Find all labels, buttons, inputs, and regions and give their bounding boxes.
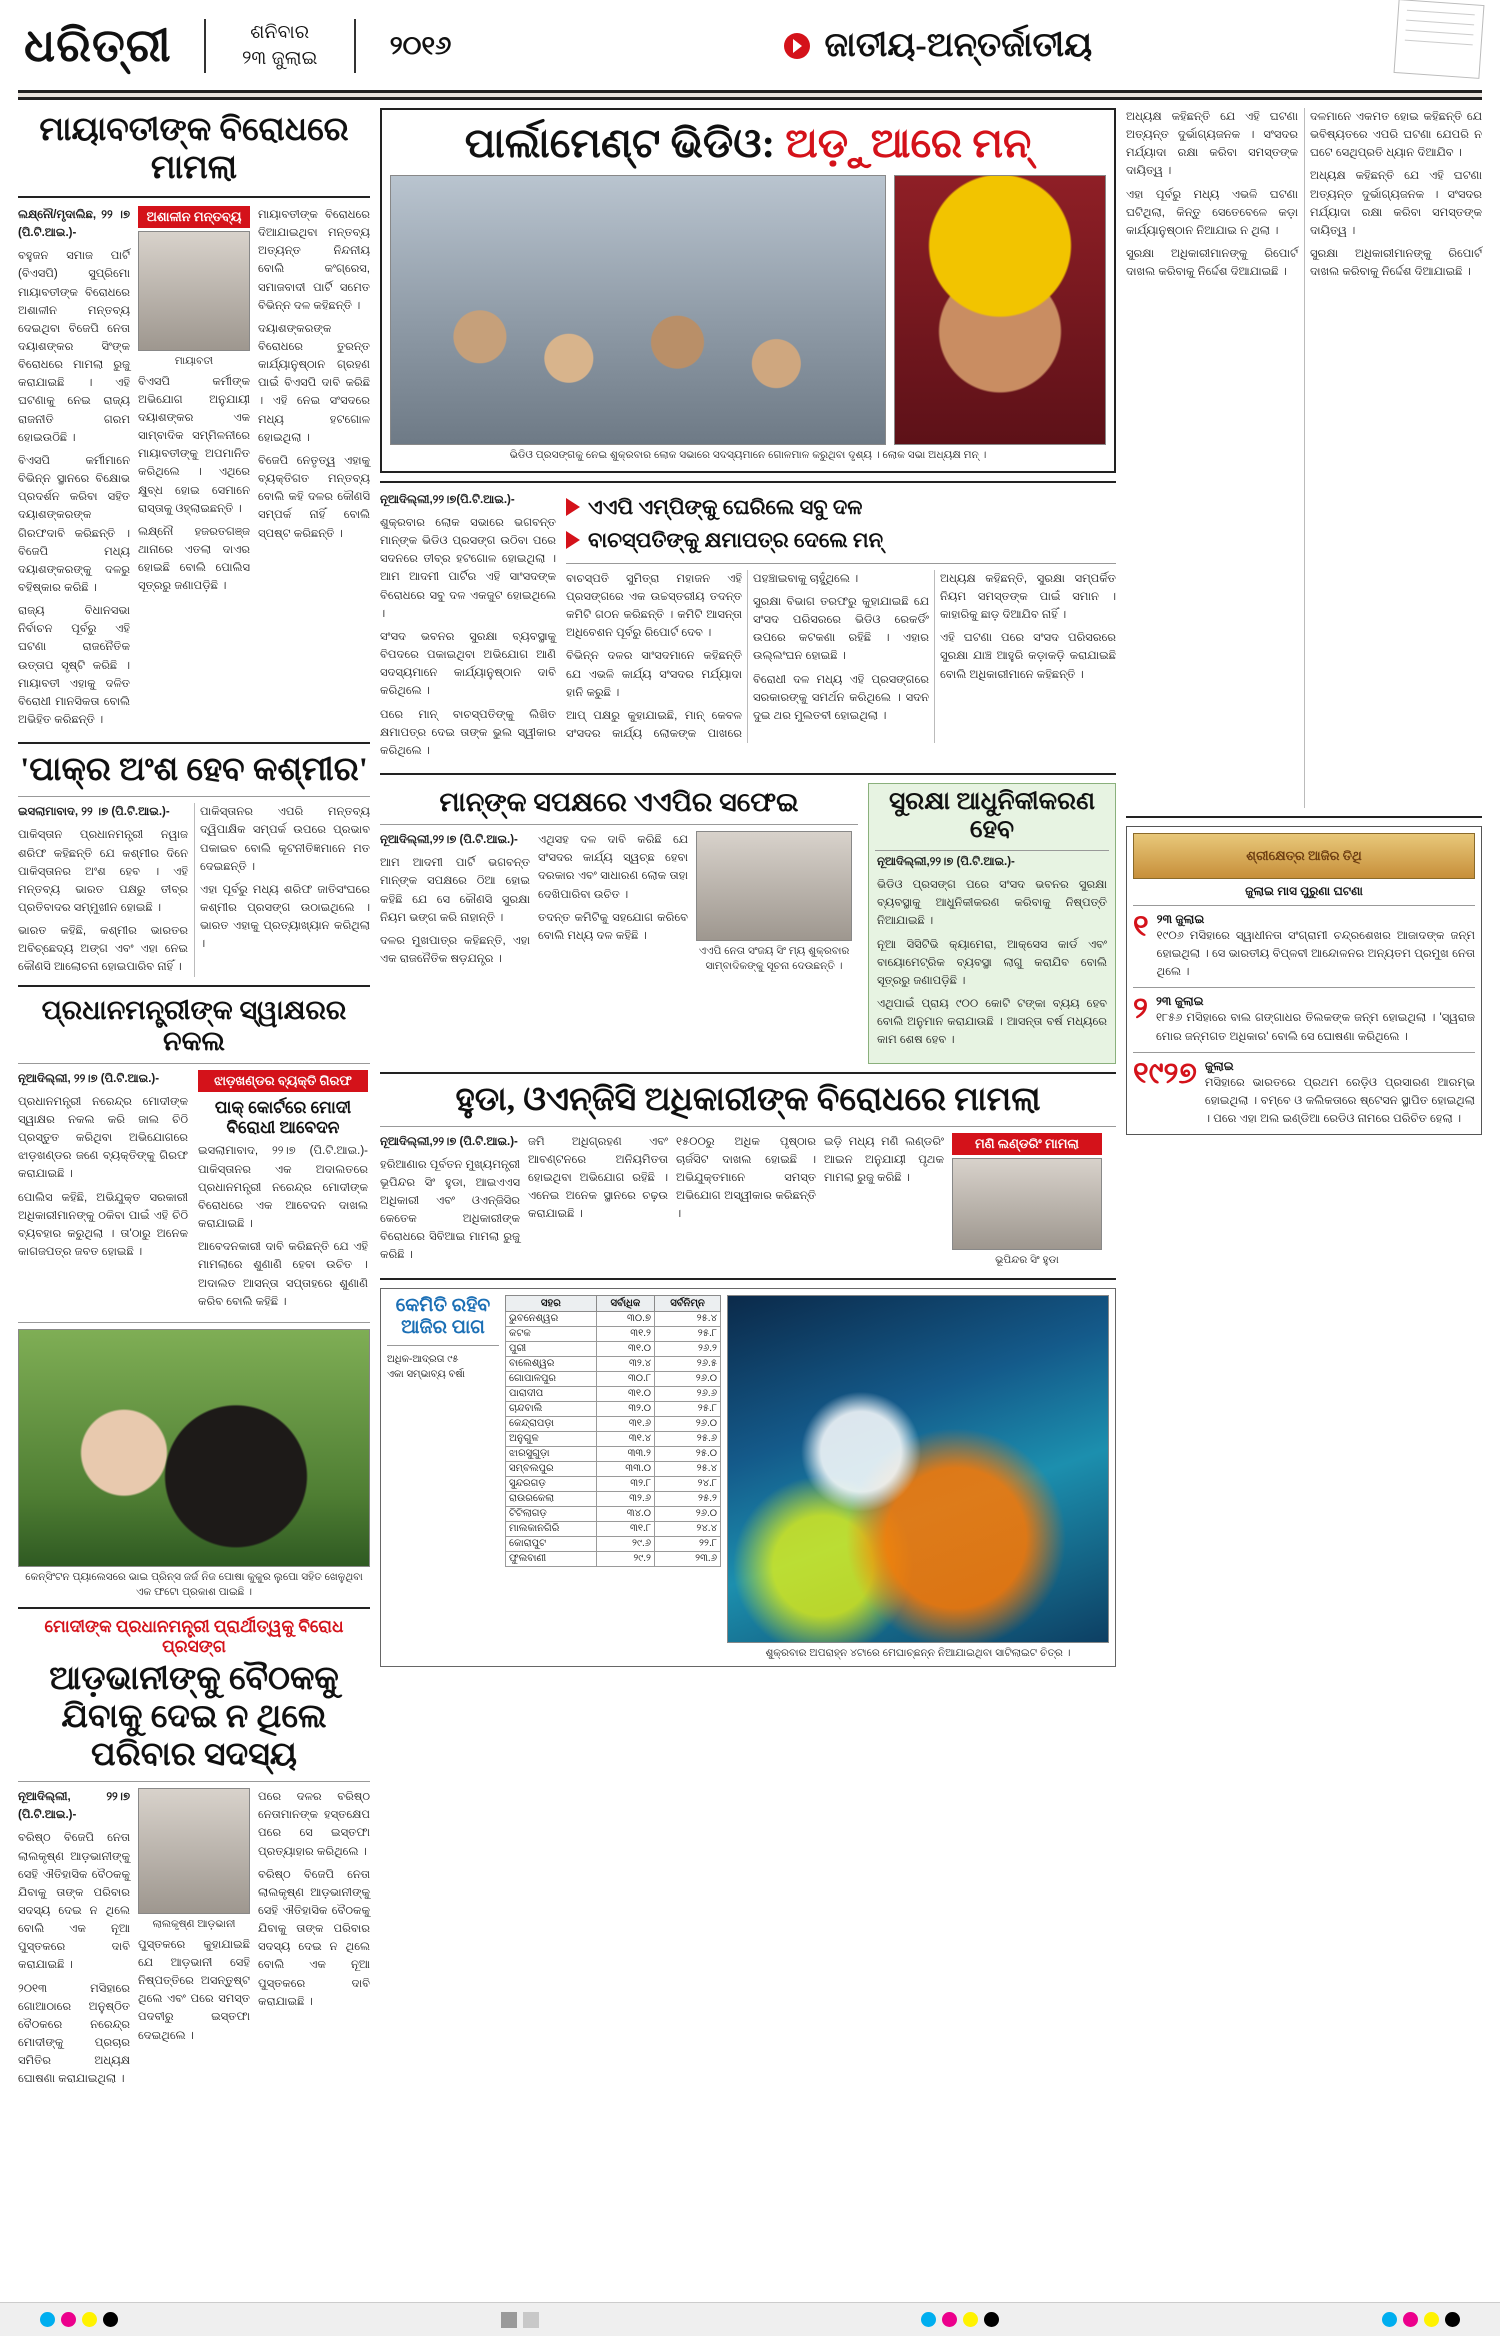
cell-max: ୩୨.୮ — [596, 1476, 654, 1491]
paragraph: ଅଧ୍ୟକ୍ଷ କହିଛନ୍ତି ଯେ ଏହି ଘଟଣା ଅତ୍ୟନ୍ତ ଦୁର୍ଭାଗ୍ୟଜନକ । ସଂସଦର ମର୍ଯ୍ୟାଦା ରକ୍ଷା କରିବା ସମସ୍ତଙ୍କ ଦାୟିତ୍ୱ । — [1310, 170, 1482, 237]
story-kashmir — [18, 803, 370, 976]
paragraph: ହରିଆଣାର ପୂର୍ବତନ ମୁଖ୍ୟମନ୍ତ୍ରୀ ଭୂପିନ୍ଦର ସିଂ ହୁଡା, ଆଇଏଏସ ଅଧିକାରୀ ଏବଂ ଓଏନ୍‌ଜିସିର କେତେକ ଅଧିକାରୀଙ୍କ ବିରୋଧରେ ସିବିଆଇ ମାମଲା ରୁଜୁ କରିଛି । — [380, 1158, 520, 1262]
paragraph: ରାଜ୍ୟ ବିଧାନସଭା ନିର୍ବାଚନ ପୂର୍ବରୁ ଏହି ଘଟଣା ରାଜନୈତିକ ଉତ୍ତାପ ସୃଷ୍ଟି କରିଛି । ମାୟାବତୀ ଏହାକୁ ଦଳିତ ବିରୋଧୀ ମାନସିକତା ବୋଲି ଅଭିହିତ କରିଛନ୍ତି । — [18, 605, 130, 727]
lead-col-rest — [566, 491, 1116, 765]
table-row — [506, 1551, 721, 1566]
paragraph: ଭିଡିଓ ପ୍ରସଙ୍ଗ ପରେ ସଂସଦ ଭବନର ସୁରକ୍ଷା ବ୍ୟବସ୍ଥାକୁ ଆଧୁନିକୀକରଣ କରିବାକୁ ନିଷ୍ପତ୍ତି ନିଆଯାଇଛି । — [877, 879, 1107, 928]
cell-city: ଟିଟିଲାଗଡ଼ — [506, 1506, 597, 1521]
weather-rain: ଏକା ସମ୍ଭାବ୍ୟ ବର୍ଷା — [387, 1368, 465, 1380]
paragraph: ଶୁକ୍ରବାର ଲୋକ ସଭାରେ ଭଗବନ୍ତ ମାନ୍‌ଙ୍କ ଭିଡିଓ ପ୍ରସଙ୍ଗ ଉଠିବା ପରେ ସଦନରେ ତୀବ୍ର ହଟଗୋଳ ହୋଇଥିଲା । ଆମ ଆଦମୀ ପାର୍ଟିର ଏହି ସାଂସଦଙ୍କ ବିରୋଧରେ ସବୁ ଦଳ ଏକଜୁଟ ହୋଇଥିଲେ । — [380, 516, 556, 620]
story-col-1 — [380, 1133, 520, 1270]
dateline: ନୂଆଦିଲ୍ଲୀ,୨୨।୭ (ପି.ଟି.ଆଇ.)- — [380, 834, 518, 847]
headline-advani: ଆଡ଼ଭାନୀଙ୍କୁ ବୈଠକକୁ ଯିବାକୁ ଦେଇ ନ ଥିଲେ ପରିବାର ସଦସ୍ୟ — [49, 1661, 339, 1774]
cell-city: ଗୋପାଳପୁର — [506, 1371, 597, 1386]
story-col-1 — [18, 206, 130, 734]
table-row — [506, 1356, 721, 1371]
color-dot-yellow — [82, 2312, 97, 2327]
story-col-3 — [258, 206, 370, 734]
cell-max: ୩୩.୨ — [596, 1446, 654, 1461]
story-col-1 — [18, 1788, 130, 2094]
rule — [18, 1063, 370, 1064]
cell-max: ୩୦.୮ — [596, 1371, 654, 1386]
paragraph: ଅଧ୍ୟକ୍ଷ କହିଛନ୍ତି ଯେ ଏହି ଘଟଣା ଅତ୍ୟନ୍ତ ଦୁର୍ଭାଗ୍ୟଜନକ । ସଂସଦର ମର୍ଯ୍ୟାଦା ରକ୍ଷା କରିବା ସମସ୍ତଙ୍କ ଦାୟିତ୍ୱ । — [1126, 111, 1298, 178]
satellite-image — [727, 1295, 1109, 1643]
cell-min: ୨୩.୬ — [655, 1551, 721, 1566]
sidebar-note: ଜୁଲାଇ ମାସ ପୁରୁଣା ଘଟଣା — [1245, 884, 1363, 898]
dateline: ନୂଆଦିଲ୍ଲୀ,୨୨।୭(ପି.ଟି.ଆଇ.)- — [380, 493, 515, 506]
photo-sanjay-singh — [696, 831, 852, 941]
lead-col-1 — [380, 491, 556, 765]
cell-city: ବାଲେଶ୍ୱର — [506, 1356, 597, 1371]
cell-min: ୨୬.୦ — [655, 1506, 721, 1521]
masthead — [18, 0, 1482, 86]
kicker-label: ଅଶାଳୀନ ମନ୍ତବ୍ୟ — [138, 206, 250, 228]
cell-max: ୩୨.୪ — [596, 1356, 654, 1371]
bullet-label: ଏଏପି ଏମ୍‌ପିଙ୍କୁ ଘେରିଲେ ସବୁ ଦଳ — [588, 494, 863, 519]
cell-min: ୨୬.୫ — [655, 1356, 721, 1371]
rule — [380, 481, 1116, 483]
story-col-3 — [676, 1133, 816, 1270]
right-continuation — [1126, 108, 1482, 808]
table-row — [506, 1311, 721, 1326]
section-name: ଜାତୀୟ-ଅନ୍ତର୍ଜାତୀୟ — [824, 27, 1093, 64]
color-dot-black-3 — [1445, 2312, 1460, 2327]
paragraph: ୧୫୦୦ରୁ ଅଧିକ ପୃଷ୍ଠାର ଚାର୍ଜସିଟ ଦାଖଲ ହୋଇଛି । ଅଭିଯୁକ୍ତମାନେ ସମସ୍ତ ଅଭିଯୋଗ ଅସ୍ୱୀକାର କରିଛନ୍ତି । — [676, 1135, 816, 1221]
history-item-1 — [1133, 912, 1475, 981]
story-col-2 — [528, 1133, 668, 1270]
paragraph: ପାକିସ୍ତାନର ଏପରି ମନ୍ତବ୍ୟ ଦ୍ୱିପାକ୍ଷିକ ସମ୍ପର୍କ ଉପରେ ପ୍ରଭାବ ପକାଇବ ବୋଲି କୂଟନୀତିଜ୍ଞମାନେ ମତ ଦେଇଛନ୍ତି । — [200, 806, 370, 873]
paragraph: ଏହି ଘଟଣା ପରେ ସଂସଦ ପରିସରରେ ସୁରକ୍ଷା ଯାଞ୍ଚ ଆହୁରି କଡ଼ାକଡ଼ି କରାଯାଇଛି ବୋଲି ଅଧିକାରୀମାନେ କହିଛନ୍ତି । — [940, 632, 1116, 681]
lead-photo-caption: ଭିଡିଓ ପ୍ରସଙ୍ଗକୁ ନେଇ ଶୁକ୍ରବାର ଲୋକ ସଭାରେ ସଦସ୍ୟମାନେ ଗୋଳମାଳ କରୁଥିବା ଦୃଶ୍ୟ । ଲୋକ ସଭା ଅଧ୍ୟକ୍ଷ ମନ୍ । — [509, 449, 987, 462]
headline-security: ସୁରକ୍ଷା ଆଧୁନିକୀକରଣ ହେବ — [888, 788, 1095, 844]
cell-max: ୩୧.୬ — [596, 1416, 654, 1431]
table-row — [506, 1386, 721, 1401]
paragraph: ଏଥିପାଇଁ ପ୍ରାୟ ୯୦୦ କୋଟି ଟଙ୍କା ବ୍ୟୟ ହେବ ବୋଲି ଅନୁମାନ କରାଯାଉଛି । ଆସନ୍ତା ବର୍ଷ ମଧ୍ୟରେ କାମ ଶେଷ ହେବ । — [877, 998, 1107, 1047]
divider — [204, 19, 206, 73]
rule — [18, 196, 370, 198]
cell-city: ପାରାଦୀପ — [506, 1386, 597, 1401]
cell-max: ୩୧.୪ — [596, 1431, 654, 1446]
satellite-caption: ଶୁକ୍ରବାର ଅପରାହ୍ନ ୪ଟାରେ ମେଘାଚ୍ଛନ୍ନ ନିଆଯାଇଥିବା ସାଟିଲାଇଟ ଚିତ୍ର । — [765, 1646, 1071, 1659]
triangle-icon — [566, 531, 580, 549]
story-col-2 — [138, 206, 250, 734]
paragraph: ତଦନ୍ତ କମିଟିକୁ ସହଯୋଗ କରିବେ ବୋଲି ମଧ୍ୟ ଦଳ କହିଛି । — [538, 911, 688, 942]
cell-min: ୨୬.୬ — [655, 1386, 721, 1401]
cell-min: ୨୫.୬ — [655, 1431, 721, 1446]
color-dot-cyan-3 — [1382, 2312, 1397, 2327]
play-icon — [784, 33, 810, 59]
paragraph: ପରେ ଦଳର ବରିଷ୍ଠ ନେତାମାନଙ୍କ ହସ୍ତକ୍ଷେପ ପରେ ସେ ଇସ୍ତଫା ପ୍ରତ୍ୟାହାର କରିଥିଲେ । — [258, 1791, 370, 1858]
paragraph: ଏହା ପୂର୍ବରୁ ମଧ୍ୟ ଏଭଳି ଘଟଣା ଘଟିଥିଲା, କିନ୍ତୁ ସେତେବେଳେ କଡ଼ା କାର୍ଯ୍ୟାନୁଷ୍ଠାନ ନିଆଯାଇ ନ ଥିଲା । — [1126, 188, 1298, 237]
date-label: ୨୩ ଜୁଲାଇ — [241, 48, 318, 69]
rule — [387, 1345, 499, 1346]
table-row — [506, 1341, 721, 1356]
paragraph: ବିଏସପି କର୍ମୀଙ୍କ ଅଭିଯୋଗ ଅନୁଯାୟୀ ଦୟାଶଙ୍କର ଏକ ସାମ୍ବାଦିକ ସମ୍ମିଳନୀରେ ମାୟାବତୀଙ୍କୁ ଅପମାନିତ କରିଥିଲେ । ଏଥିରେ କ୍ଷୁବ୍ଧ ହୋଇ ସେମାନେ ରାସ୍ତାକୁ ଓହ୍ଲାଇଛନ୍ତି । — [138, 375, 250, 515]
history-text: ୧୯୦୬ ମସିହାରେ ସ୍ୱାଧୀନତା ସଂଗ୍ରାମୀ ଚନ୍ଦ୍ରଶେଖର ଆଜାଦଙ୍କ ଜନ୍ମ ହୋଇଥିଲା । ସେ ଭାରତୀୟ ବିପ୍ଳବୀ ଆନ୍ଦୋଳନର ଅନ୍ୟତମ ପ୍ରମୁଖ ନେତା ଥିଲେ । — [1156, 930, 1475, 979]
masthead-rule — [18, 90, 1482, 100]
table-row — [506, 1491, 721, 1506]
lead-photos — [390, 175, 1106, 445]
story-col-3 — [696, 831, 852, 973]
paragraph: ବହୁଜନ ସମାଜ ପାର୍ଟି (ବିଏସପି) ସୁପ୍ରିମୋ ମାୟାବତୀଙ୍କ ବିରୋଧରେ ଅଶାଳୀନ ମନ୍ତବ୍ୟ ଦେଇଥିବା ବିଜେପି ନେତା ଦୟାଶଙ୍କର ସିଂଙ୍କ ବିରୋଧରେ ମାମଲା ରୁଜୁ କରାଯାଇଛି । ଏହି ଘଟଣାକୁ ନେଇ ରାଜ୍ୟ ରାଜନୀତି ଗରମ ହୋଇଉଠିଛି । — [18, 250, 130, 444]
paragraph: ପୁସ୍ତକରେ କୁହାଯାଇଛି ଯେ ଆଡ଼ଭାନୀ ସେହି ନିଷ୍ପତ୍ତିରେ ଅସନ୍ତୁଷ୍ଟ ଥିଲେ ଏବଂ ପରେ ସମସ୍ତ ପଦବୀରୁ ଇସ୍ତଫା ଦେଇଥିଲେ । — [138, 1938, 250, 2042]
photo-caption: ଏଏପି ନେତା ସଂଜୟ ସିଂ ମ୍ୟ ଶୁକ୍ରବାର ସାମ୍ବାଦିକଙ୍କୁ ସୂଚନା ଦେଉଛନ୍ତି । — [698, 945, 850, 972]
gray-bar-2 — [523, 2312, 539, 2328]
table-row — [506, 1461, 721, 1476]
photo-bhagwant-mann — [894, 175, 1106, 445]
paragraph: ମାୟାବତୀଙ୍କ ବିରୋଧରେ ଦିଆଯାଇଥିବା ମନ୍ତବ୍ୟ ଅତ୍ୟନ୍ତ ନିନ୍ଦନୀୟ ବୋଲି କଂଗ୍ରେସ, ସମାଜବାଦୀ ପାର୍ଟି ସମେତ ବିଭିନ୍ନ ଦଳ କହିଛନ୍ତି । — [258, 208, 370, 312]
cell-min: ୨୪.୪ — [655, 1521, 721, 1536]
paragraph: ବରିଷ୍ଠ ବିଜେପି ନେତା ଲାଲକୃଷ୍ଣ ଆଡ଼ଭାନୀଙ୍କୁ ସେହି ଐତିହାସିକ ବୈଠକକୁ ଯିବାକୁ ତାଙ୍କ ପରିବାର ସଦସ୍ୟ ଦେଇ ନ ଥିଲେ ବୋଲି ଏକ ନୂଆ ପୁସ୍ତକରେ ଦାବି କରାଯାଇଛି । — [18, 1832, 130, 1972]
photo-prince-george — [18, 1329, 370, 1567]
rule — [380, 773, 1116, 775]
paragraph: ନୂଆ ସିସିଟିଭି କ୍ୟାମେରା, ଆକ୍ସେସ କାର୍ଡ ଏବଂ ବାୟୋମେଟ୍ରିକ ବ୍ୟବସ୍ଥା ଲାଗୁ କରାଯିବ ବୋଲି ସୂତ୍ରରୁ ଜଣାପଡ଼ିଛି । — [877, 938, 1107, 987]
dateline: ଇସଲାମାବାଦ, ୨୨ ।୭ (ପି.ଟି.ଆଇ.)- — [18, 806, 170, 819]
color-dot-yellow-2 — [963, 2312, 978, 2327]
cell-max: ୨୯.୨ — [596, 1551, 654, 1566]
table-row — [506, 1371, 721, 1386]
cell-city: ଫୁଲବାଣୀ — [506, 1551, 597, 1566]
paragraph: ବିଏସପି କର୍ମୀମାନେ ବିଭିନ୍ନ ସ୍ଥାନରେ ବିକ୍ଷୋଭ ପ୍ରଦର୍ଶନ କରିବା ସହିତ ଦୟାଶଙ୍କରଙ୍କ ଗିରଫଦାବି କରିଛନ୍ତି । ବିଜେପି ମଧ୍ୟ ଦୟାଶଙ୍କରଙ୍କୁ ଦଳରୁ ବହିଷ୍କାର କରିଛି । — [18, 454, 130, 594]
paragraph: ଦଳର ମୁଖପାତ୍ର କହିଛନ୍ତି, ଏହା ଏକ ରାଜନୈତିକ ଷଡ଼ଯନ୍ତ୍ର । — [380, 934, 530, 965]
cell-min: ୨୬.୦ — [655, 1371, 721, 1386]
paragraph: ଦୟାଶଙ୍କରଙ୍କ ବିରୋଧରେ ତୁରନ୍ତ କାର୍ଯ୍ୟାନୁଷ୍ଠାନ ଗ୍ରହଣ ପାଇଁ ବିଏସପି ଦାବି କରିଛି । ଏହି ନେଇ ସଂସଦରେ ମଧ୍ୟ ହଟଗୋଳ ହୋଇଥିଲା । — [258, 322, 370, 444]
column-left — [18, 108, 370, 2098]
history-number: ୧ — [1133, 910, 1149, 943]
weather-table-wrap — [505, 1295, 721, 1661]
triangle-icon — [566, 498, 580, 516]
cell-min: ୨୫.୨ — [655, 1491, 721, 1506]
history-item-2 — [1133, 994, 1475, 1045]
subheadline-pak-court: ପାକ୍‌ କୋର୍ଟରେ ମୋଦୀ ବିରୋଧୀ ଆବେଦନ — [214, 1097, 352, 1138]
cell-min: ୨୫.୪ — [655, 1311, 721, 1326]
divider — [354, 19, 356, 73]
cell-min: ୨୪.୮ — [655, 1476, 721, 1491]
paragraph: ସୁରକ୍ଷା ଅଧିକାରୀମାନଙ୍କୁ ରିପୋର୍ଟ ଦାଖଲ କରିବାକୁ ନିର୍ଦ୍ଦେଶ ଦିଆଯାଇଛି । — [1310, 248, 1482, 279]
cell-city: ସମ୍ବଲପୁର — [506, 1461, 597, 1476]
cell-max: ୩୧.୦ — [596, 1341, 654, 1356]
bullet-item-2 — [566, 524, 1116, 557]
cell-max: ୩୩.୦ — [596, 1461, 654, 1476]
publication-logo: ଧରିତ୍ରୀ — [24, 19, 172, 71]
cell-min: ୨୫.୪ — [655, 1461, 721, 1476]
shrine-label: ଶ୍ରୀକ୍ଷେତ୍ର ଆଜିର ତିଥି — [1246, 848, 1362, 863]
story-col-5 — [952, 1133, 1102, 1270]
photo-advani — [138, 1788, 250, 1914]
kicker-advani: ମୋଦୀଙ୍କ ପ୍ରଧାନମନ୍ତ୍ରୀ ପ୍ରାର୍ଥୀତ୍ୱକୁ ବିରୋଧ ପ୍ରସଙ୍ଗ — [44, 1617, 344, 1657]
section-title — [471, 27, 1405, 65]
lead-headline-part1: ପାର୍ଲାମେଣ୍ଟ ଭିଡିଓ: — [464, 120, 776, 166]
photo-mayawati — [138, 231, 250, 351]
weather-title-1: କେମିତି ରହିବ — [395, 1294, 491, 1316]
col-header-min: ସର୍ବନିମ୍ନ — [655, 1295, 721, 1311]
weather-left — [387, 1295, 499, 1661]
date-block — [220, 20, 340, 71]
photo-loksabha — [390, 175, 886, 445]
paragraph: ଅଧ୍ୟକ୍ଷ କହିଛନ୍ତି, ସୁରକ୍ଷା ସମ୍ପର୍କିତ ନିୟମ ସମସ୍ତଙ୍କ ପାଇଁ ସମାନ । କାହାରିକୁ ଛାଡ଼ ଦିଆଯିବ ନାହିଁ । — [940, 572, 1116, 622]
cell-city: କଟକ — [506, 1326, 597, 1341]
weather-title-2: ଆଜିର ପାଗ — [401, 1316, 485, 1338]
cell-max: ୩୦.୭ — [596, 1311, 654, 1326]
history-number: ୨ — [1133, 992, 1148, 1026]
paragraph: ପ୍ରଧାନମନ୍ତ୍ରୀ ନରେନ୍ଦ୍ର ମୋଦୀଙ୍କ ସ୍ୱାକ୍ଷର ନକଲ କରି ଜାଲ ଚିଠି ପ୍ରସ୍ତୁତ କରିଥିବା ଅଭିଯୋଗରେ ଝାଡ଼ଖଣ୍ଡର ଜଣେ ବ୍ୟକ୍ତିଙ୍କୁ ଗିରଫ କରାଯାଇଛି । — [18, 1095, 188, 1181]
photo-caption-dog: କେନ୍ସିଂଟନ ପ୍ୟାଲେସରେ ଭାଇ ପ୍ରିନ୍ସ ଜର୍ଜ ନିଜ ପୋଷା କୁକୁର ଲୁପୋ ସହିତ ଖେଳୁଥିବା ଏକ ଫଟୋ ପ୍ରକାଶ ପାଇଛି । — [25, 1570, 363, 1598]
color-dot-black — [103, 2312, 118, 2327]
cell-city: ପୁରୀ — [506, 1341, 597, 1356]
kicker-label: ଝାଡ଼ଖଣ୍ଡର ବ୍ୟକ୍ତି ଗିରଫ — [198, 1070, 368, 1092]
cell-max: ୩୨.୬ — [596, 1491, 654, 1506]
table-row — [506, 1416, 721, 1431]
rule — [875, 850, 1109, 851]
shrine-banner-icon — [1133, 833, 1475, 879]
paragraph: ଆପ୍ ପକ୍ଷରୁ କୁହାଯାଇଛି, ମାନ୍ କେବଳ ସଂସଦର କାର୍ଯ୍ୟ ଲୋକଙ୍କ ପାଖରେ ପହଞ୍ଚାଇବାକୁ ଚାହୁଁଥିଲେ । — [566, 572, 859, 741]
dateline: ଲକ୍ଷ୍ନୌ/ମୃଦାଲିଛ, ୨୨ ।୭ (ପି.ଟି.ଆଇ.)- — [18, 208, 130, 240]
lead-body — [380, 491, 1116, 765]
cell-min: ୨୫.୦ — [655, 1446, 721, 1461]
paragraph: ବାଚସ୍ପତି ସୁମିତ୍ରା ମହାଜନ ଏହି ପ୍ରସଙ୍ଗରେ ଏକ ଉଚ୍ଚସ୍ତରୀୟ ତଦନ୍ତ କମିଟି ଗଠନ କରିଛନ୍ତି । କମିଟି ଆସନ୍ତା ଅଧିବେଶନ ପୂର୍ବରୁ ରିପୋର୍ଟ ଦେବ । — [566, 572, 742, 640]
rule — [18, 1322, 370, 1323]
paragraph: ପରେ ମାନ୍ ବାଚସ୍ପତିଙ୍କୁ ଲିଖିତ କ୍ଷମାପତ୍ର ଦେଇ ତାଙ୍କ ଭୁଲ ସ୍ୱୀକାର କରିଥିଲେ । — [380, 708, 556, 757]
cell-max: ୨୯.୬ — [596, 1536, 654, 1551]
story-advani — [18, 1788, 370, 2094]
cell-city: ଅନୁଗୁଳ — [506, 1431, 597, 1446]
rule — [18, 985, 370, 987]
table-row — [506, 1476, 721, 1491]
color-dot-magenta — [61, 2312, 76, 2327]
weather-humidity: ଅଧିକ-ଆଦ୍ରତା ୯୫ — [387, 1353, 459, 1365]
headline-signature: ପ୍ରଧାନମନ୍ତ୍ରୀଙ୍କ ସ୍ୱାକ୍ଷରର ନକଲ — [41, 994, 347, 1056]
paragraph: ପୋଲିସ କହିଛି, ଅଭିଯୁକ୍ତ ସରକାରୀ ଅଧିକାରୀମାନଙ୍କୁ ଠକିବା ପାଇଁ ଏହି ଚିଠି ବ୍ୟବହାର କରୁଥିଲା । ତା'ଠାରୁ ଅନେକ କାଗଜପତ୍ର ଜବତ ହୋଇଛି । — [18, 1191, 188, 1259]
story-hudco — [380, 1133, 1116, 1270]
cell-max: ୩୪.୦ — [596, 1506, 654, 1521]
paragraph: ବିଭିନ୍ନ ଦଳର ସାଂସଦମାନେ କହିଛନ୍ତି ଯେ ଏଭଳି କାର୍ଯ୍ୟ ସଂସଦର ମର୍ଯ୍ୟାଦା ହାନି କରୁଛି । — [566, 650, 742, 699]
page-corner-icon — [1394, 0, 1485, 79]
photo-hooda — [952, 1158, 1102, 1250]
dateline: ନୂଆଦିଲ୍ଲୀ,୨୨।୭ (ପି.ଟି.ଆଇ.)- — [877, 856, 1015, 869]
story-col-1 — [380, 831, 530, 973]
table-row — [506, 1521, 721, 1536]
lead-columns — [566, 570, 1116, 743]
satellite-image-wrap — [727, 1295, 1109, 1661]
rule — [380, 824, 858, 825]
kicker-label: ମଣି ଲଣ୍ଡରିଂ ମାମଲା — [952, 1133, 1102, 1155]
photo-caption: ମାୟାବତୀ — [174, 354, 214, 367]
headline-mayawati: ମାୟାବତୀଙ୍କ ବିରୋଧରେ ମାମଲା — [39, 112, 349, 186]
rule — [1126, 816, 1482, 818]
lead-story — [380, 108, 1116, 473]
paragraph: ଏହା ପୂର୍ବରୁ ମଧ୍ୟ ଶରିଫ ଜାତିସଂଘରେ କଶ୍ମୀର ପ୍ରସଙ୍ଗ ଉଠାଇଥିଲେ । ଭାରତ ଏହାକୁ ପ୍ରତ୍ୟାଖ୍ୟାନ କରିଥିଲା । — [200, 883, 370, 951]
cell-city: କେନ୍ଦ୍ରାପଡ଼ା — [506, 1416, 597, 1431]
col-header-max: ସର୍ବାଧିକ — [596, 1295, 654, 1311]
bullet-item-1 — [566, 491, 1116, 524]
story-col-4 — [824, 1133, 944, 1270]
story-security-modernisation — [868, 783, 1116, 1064]
cell-city: ମାଲକାନଗିରି — [506, 1521, 597, 1536]
paragraph: ଇଡ଼ି ମଧ୍ୟ ମଣି ଲଣ୍ଡରିଂ ଆଇନ ଅନୁଯାୟୀ ପୃଥକ ମାମଲା ରୁଜୁ କରିଛି । — [824, 1135, 944, 1184]
rule — [18, 1781, 370, 1782]
history-title: ୨୩ ଜୁଲାଇ — [1155, 994, 1204, 1009]
story-col-2 — [138, 1788, 250, 2094]
paragraph: ସୁରକ୍ଷା ଅଧିକାରୀମାନଙ୍କୁ ରିପୋର୍ଟ ଦାଖଲ କରିବାକୁ ନିର୍ଦ୍ଦେଶ ଦିଆଯାଇଛି । — [1126, 248, 1298, 279]
rule — [380, 1126, 1116, 1127]
lead-headline — [390, 120, 1106, 167]
paragraph: ଏଥିସହ ଦଳ ଦାବି କରିଛି ଯେ ସଂସଦର କାର୍ଯ୍ୟ ସ୍ୱଚ୍ଛ ହେବା ଦରକାର ଏବଂ ସାଧାରଣ ଲୋକ ତାହା ଦେଖିପାରିବା ଉଚିତ । — [538, 834, 688, 901]
color-dot-magenta-2 — [942, 2312, 957, 2327]
story-signature — [18, 1070, 370, 1316]
sidebar-history — [1126, 826, 1482, 1135]
gray-bar-1 — [501, 2312, 517, 2328]
paragraph: ସଂସଦ ଭବନର ସୁରକ୍ଷା ବ୍ୟବସ୍ଥାକୁ ବିପଦରେ ପକାଇଥିବା ଅଭିଯୋଗ ଆଣି ସଦସ୍ୟମାନେ କାର୍ଯ୍ୟାନୁଷ୍ଠାନ ଦାବି କରିଥିଲେ । — [380, 630, 556, 698]
photo-caption: ଭୂପିନ୍ଦର ସିଂ ହୁଡା — [995, 1253, 1059, 1266]
history-number: ୧୯୨୭ — [1133, 1056, 1197, 1090]
story-col-1 — [18, 1070, 188, 1316]
cell-city: ସୁନ୍ଦରଗଡ଼ — [506, 1476, 597, 1491]
color-dot-magenta-3 — [1403, 2312, 1418, 2327]
color-dot-black-2 — [984, 2312, 999, 2327]
cell-min: ୨୬.୦ — [655, 1416, 721, 1431]
weather-table-body — [506, 1311, 721, 1566]
rule — [18, 742, 370, 744]
history-title: ୨୩ ଜୁଲାଇ — [1156, 912, 1205, 926]
second-row — [380, 783, 1116, 1064]
paragraph: ପାକିସ୍ତାନ ପ୍ରଧାନମନ୍ତ୍ରୀ ନୱାଜ ଶରିଫ କହିଛନ୍ତି ଯେ କଶ୍ମୀର ଦିନେ ପାକିସ୍ତାନର ଅଂଶ ହେବ । ଏହି ମନ୍ତବ୍ୟ ଭାରତ ପକ୍ଷରୁ ତୀବ୍ର ପ୍ରତିବାଦର ସମ୍ମୁଖୀନ ହୋଇଛି । — [18, 829, 188, 914]
cell-max: ୩୧.୨ — [596, 1326, 654, 1341]
cell-city: କୋରାପୁଟ — [506, 1536, 597, 1551]
paragraph: ବିଜେପି ନେତୃତ୍ୱ ଏହାକୁ ବ୍ୟକ୍ତିଗତ ମନ୍ତବ୍ୟ ବୋଲି କହି ଦଳର କୌଣସି ସମ୍ପର୍କ ନାହିଁ ବୋଲି ସ୍ପଷ୍ଟ କରିଛନ୍ତି । — [258, 454, 370, 540]
cell-max: ୩୨.୦ — [596, 1401, 654, 1416]
cell-min: ୨୬.୨ — [655, 1341, 721, 1356]
column-middle — [380, 108, 1116, 2098]
paragraph: ଭାରତ କହିଛି, କଶ୍ମୀର ଭାରତର ଅବିଚ୍ଛେଦ୍ୟ ଅଙ୍ଗ ଏବଂ ଏହା ନେଇ କୌଣସି ଆଲୋଚନା ହୋଇପାରିବ ନାହିଁ । — [18, 925, 188, 974]
rule — [1133, 905, 1475, 906]
cell-city: ଭୁବନେଶ୍ୱର — [506, 1311, 597, 1326]
cell-min: ୨୫.୮ — [655, 1326, 721, 1341]
rule — [566, 563, 1116, 564]
story-col-2 — [538, 831, 688, 973]
print-registration-bar — [0, 2302, 1500, 2336]
story-col-3 — [258, 1788, 370, 2094]
table-row — [506, 1536, 721, 1551]
weather-subtext — [387, 1352, 499, 1382]
history-text: ୧୮୫୬ ମସିହାରେ ବାଲ ଗଙ୍ଗାଧର ତିଲକଙ୍କ ଜନ୍ମ ହୋଇଥିଲା । 'ସ୍ୱରାଜ ମୋର ଜନ୍ମଗତ ଅଧିକାର' ବୋଲି ସେ ଘୋଷଣା କରିଥିଲେ । — [1155, 1012, 1475, 1043]
story-aap-defence — [380, 783, 858, 1064]
cell-max: ୩୧.୮ — [596, 1521, 654, 1536]
lead-headline-part2: ଅଡ଼ୁଆରେ ମନ୍ — [785, 120, 1032, 166]
col-header-city: ସହର — [506, 1295, 597, 1311]
rule — [380, 1072, 1116, 1074]
page-body — [18, 108, 1482, 2098]
headline-hudco: ହୁଡା, ଓଏନ୍‌ଜିସି ଅଧିକାରୀଙ୍କ ବିରୋଧରେ ମାମଲା — [455, 1081, 1041, 1118]
color-dot-cyan-2 — [921, 2312, 936, 2327]
color-dot-cyan — [40, 2312, 55, 2327]
rule — [18, 796, 370, 797]
dateline: ନୂଆଦିଲ୍ଲୀ,୨୨।୭ (ପି.ଟି.ଆଇ.)- — [380, 1135, 518, 1148]
headline-kashmir: 'ପାକ୍‌ର ଅଂଶ ହେବ କଶ୍ମୀର' — [20, 752, 368, 789]
column-right — [1126, 108, 1482, 2098]
paragraph: ଆବେଦନକାରୀ ଦାବି କରିଛନ୍ତି ଯେ ଏହି ମାମଲାରେ ଶୁଣାଣି ହେବା ଉଚିତ । ଅଦାଲତ ଆସନ୍ତା ସପ୍ତାହରେ ଶୁଣାଣି କରିବ ବୋଲି କହିଛି । — [198, 1241, 368, 1308]
paragraph: ବରିଷ୍ଠ ବିଜେପି ନେତା ଲାଲକୃଷ୍ଣ ଆଡ଼ଭାନୀଙ୍କୁ ସେହି ଐତିହାସିକ ବୈଠକକୁ ଯିବାକୁ ତାଙ୍କ ପରିବାର ସଦସ୍ୟ ଦେଇ ନ ଥିଲେ ବୋଲି ଏକ ନୂଆ ପୁସ୍ତକରେ ଦାବି କରାଯାଇଛି । — [258, 1868, 370, 2008]
cell-min: ୨୨.୮ — [655, 1536, 721, 1551]
rule — [18, 1607, 370, 1609]
paragraph: ଜମି ଅଧିଗ୍ରହଣ ଏବଂ ଆବଣ୍ଟନରେ ଅନିୟମିତତା ହୋଇଥିବା ଅଭିଯୋଗ ରହିଛି । ଏନେଇ ଅନେକ ସ୍ଥାନରେ ଚଢ଼ଉ କରାଯାଇଛି । — [528, 1135, 668, 1221]
photo-caption: ଲାଲକୃଷ୍ଣ ଆଡ଼ଭାନୀ — [152, 1918, 236, 1931]
cell-max: ୩୧.୦ — [596, 1386, 654, 1401]
rule — [1133, 987, 1475, 988]
paragraph: ସୁରକ୍ଷା ବିଭାଗ ତରଫରୁ କୁହାଯାଇଛି ଯେ ସଂସଦ ପରିସରରେ ଭିଡିଓ ରେକର୍ଡିଂ ଉପରେ କଟକଣା ରହିଛି । ଏହାର ଉଲ୍ଲଂଘନ ହୋଇଛି । — [753, 595, 929, 663]
history-text: ମସିହାରେ ଭାରତରେ ପ୍ରଥମ ରେଡ଼ିଓ ପ୍ରସାରଣ ଆରମ୍ଭ ହୋଇଥିଲା । ବମ୍ବେ ଓ କଲିକତାରେ ଷ୍ଟେସନ ସ୍ଥାପିତ ହୋଇଥିଲା । ପରେ ଏହା ଅଲ ଇଣ୍ଡିଆ ରେଡିଓ ନାମରେ ପରିଚିତ ହେଲା । — [1204, 1076, 1475, 1126]
table-row — [506, 1446, 721, 1461]
paragraph: ୨୦୧୩ ମସିହାରେ ଗୋଆଠାରେ ଅନୁଷ୍ଠିତ ବୈଠକରେ ନରେନ୍ଦ୍ର ମୋଦୀଙ୍କୁ ପ୍ରଚାର ସମିତିର ଅଧ୍ୟକ୍ଷ ଘୋଷଣା କରାଯାଇଥିଲା । — [18, 1982, 130, 2086]
dateline: ନୂଆଦିଲ୍ଲୀ, ୨୨।୭ (ପି.ଟି.ଆଇ.)- — [18, 1072, 160, 1085]
paragraph: ଇସଲାମାବାଦ, ୨୨।୭ (ପି.ଟି.ଆଇ.)- ପାକିସ୍ତାନର ଏକ ଅଦାଲତରେ ପ୍ରଧାନମନ୍ତ୍ରୀ ନରେନ୍ଦ୍ର ମୋଦୀଙ୍କ ବିରୋଧରେ ଏକ ଆବେଦନ ଦାଖଲ କରାଯାଇଛି । — [198, 1145, 368, 1231]
cell-city: ରାଉରକେଲା — [506, 1491, 597, 1506]
cell-min: ୨୫.୮ — [655, 1401, 721, 1416]
day-label: ଶନିବାର — [250, 22, 310, 44]
headline-aap-defence: ମାନ୍‌ଙ୍କ ସପକ୍ଷରେ ଏଏପିର ସଫେଇ — [439, 787, 799, 818]
table-row — [506, 1431, 721, 1446]
cell-city: ଝାରସୁଗୁଡ଼ା — [506, 1446, 597, 1461]
history-title: ଜୁଲାଇ — [1204, 1058, 1234, 1073]
dateline: ନୂଆଦିଲ୍ଲୀ, ୨୨।୭ (ପି.ଟି.ଆଇ.)- — [18, 1791, 130, 1822]
color-dot-yellow-3 — [1424, 2312, 1439, 2327]
table-row — [506, 1401, 721, 1416]
weather-block — [380, 1288, 1116, 1668]
paragraph: ଦଳମାନେ ଏକମତ ହୋଇ କହିଛନ୍ତି ଯେ ଭବିଷ୍ୟତରେ ଏପରି ଘଟଣା ଯେପରି ନ ଘଟେ ସେଥିପ୍ରତି ଧ୍ୟାନ ଦିଆଯିବ । — [1310, 111, 1482, 160]
cell-city: ଚାନ୍ଦବାଲି — [506, 1401, 597, 1416]
bullet-label: ବାଚସ୍ପତିଙ୍କୁ କ୍ଷମାପତ୍ର ଦେଲେ ମନ୍ — [588, 527, 884, 552]
paragraph: ଲକ୍ଷ୍ନୌ ହଜରତଗଞ୍ଜ ଥାନାରେ ଏତଲା ଦାଏର ହୋଇଛି ବୋଲି ପୋଲିସ ସୂତ୍ରରୁ ଜଣାପଡ଼ିଛି । — [138, 525, 250, 593]
paragraph: ଆମ ଆଦମୀ ପାର୍ଟି ଭଗବନ୍ତ ମାନ୍‌ଙ୍କ ସପକ୍ଷରେ ଠିଆ ହୋଇ କହିଛି ଯେ ସେ କୌଣସି ସୁରକ୍ଷା ନିୟମ ଭଙ୍ଗ କରି ନାହାନ୍ତି । — [380, 857, 530, 924]
table-row — [506, 1506, 721, 1521]
story-col-2 — [198, 1070, 368, 1316]
weather-table — [505, 1295, 721, 1567]
table-row — [506, 1326, 721, 1341]
paragraph: ବିରୋଧୀ ଦଳ ମଧ୍ୟ ଏହି ପ୍ରସଙ୍ଗରେ ସରକାରଙ୍କୁ ସମର୍ଥନ କରିଥିଲେ । ସଦନ ଦୁଇ ଥର ମୁଲତବୀ ହୋଇଥିଲା । — [753, 673, 929, 722]
history-item-3 — [1133, 1056, 1475, 1128]
story-mayawati — [18, 206, 370, 734]
year-label: ୨୦୧୬ — [389, 30, 452, 60]
rule — [1133, 1052, 1475, 1053]
rule — [380, 1278, 1116, 1280]
